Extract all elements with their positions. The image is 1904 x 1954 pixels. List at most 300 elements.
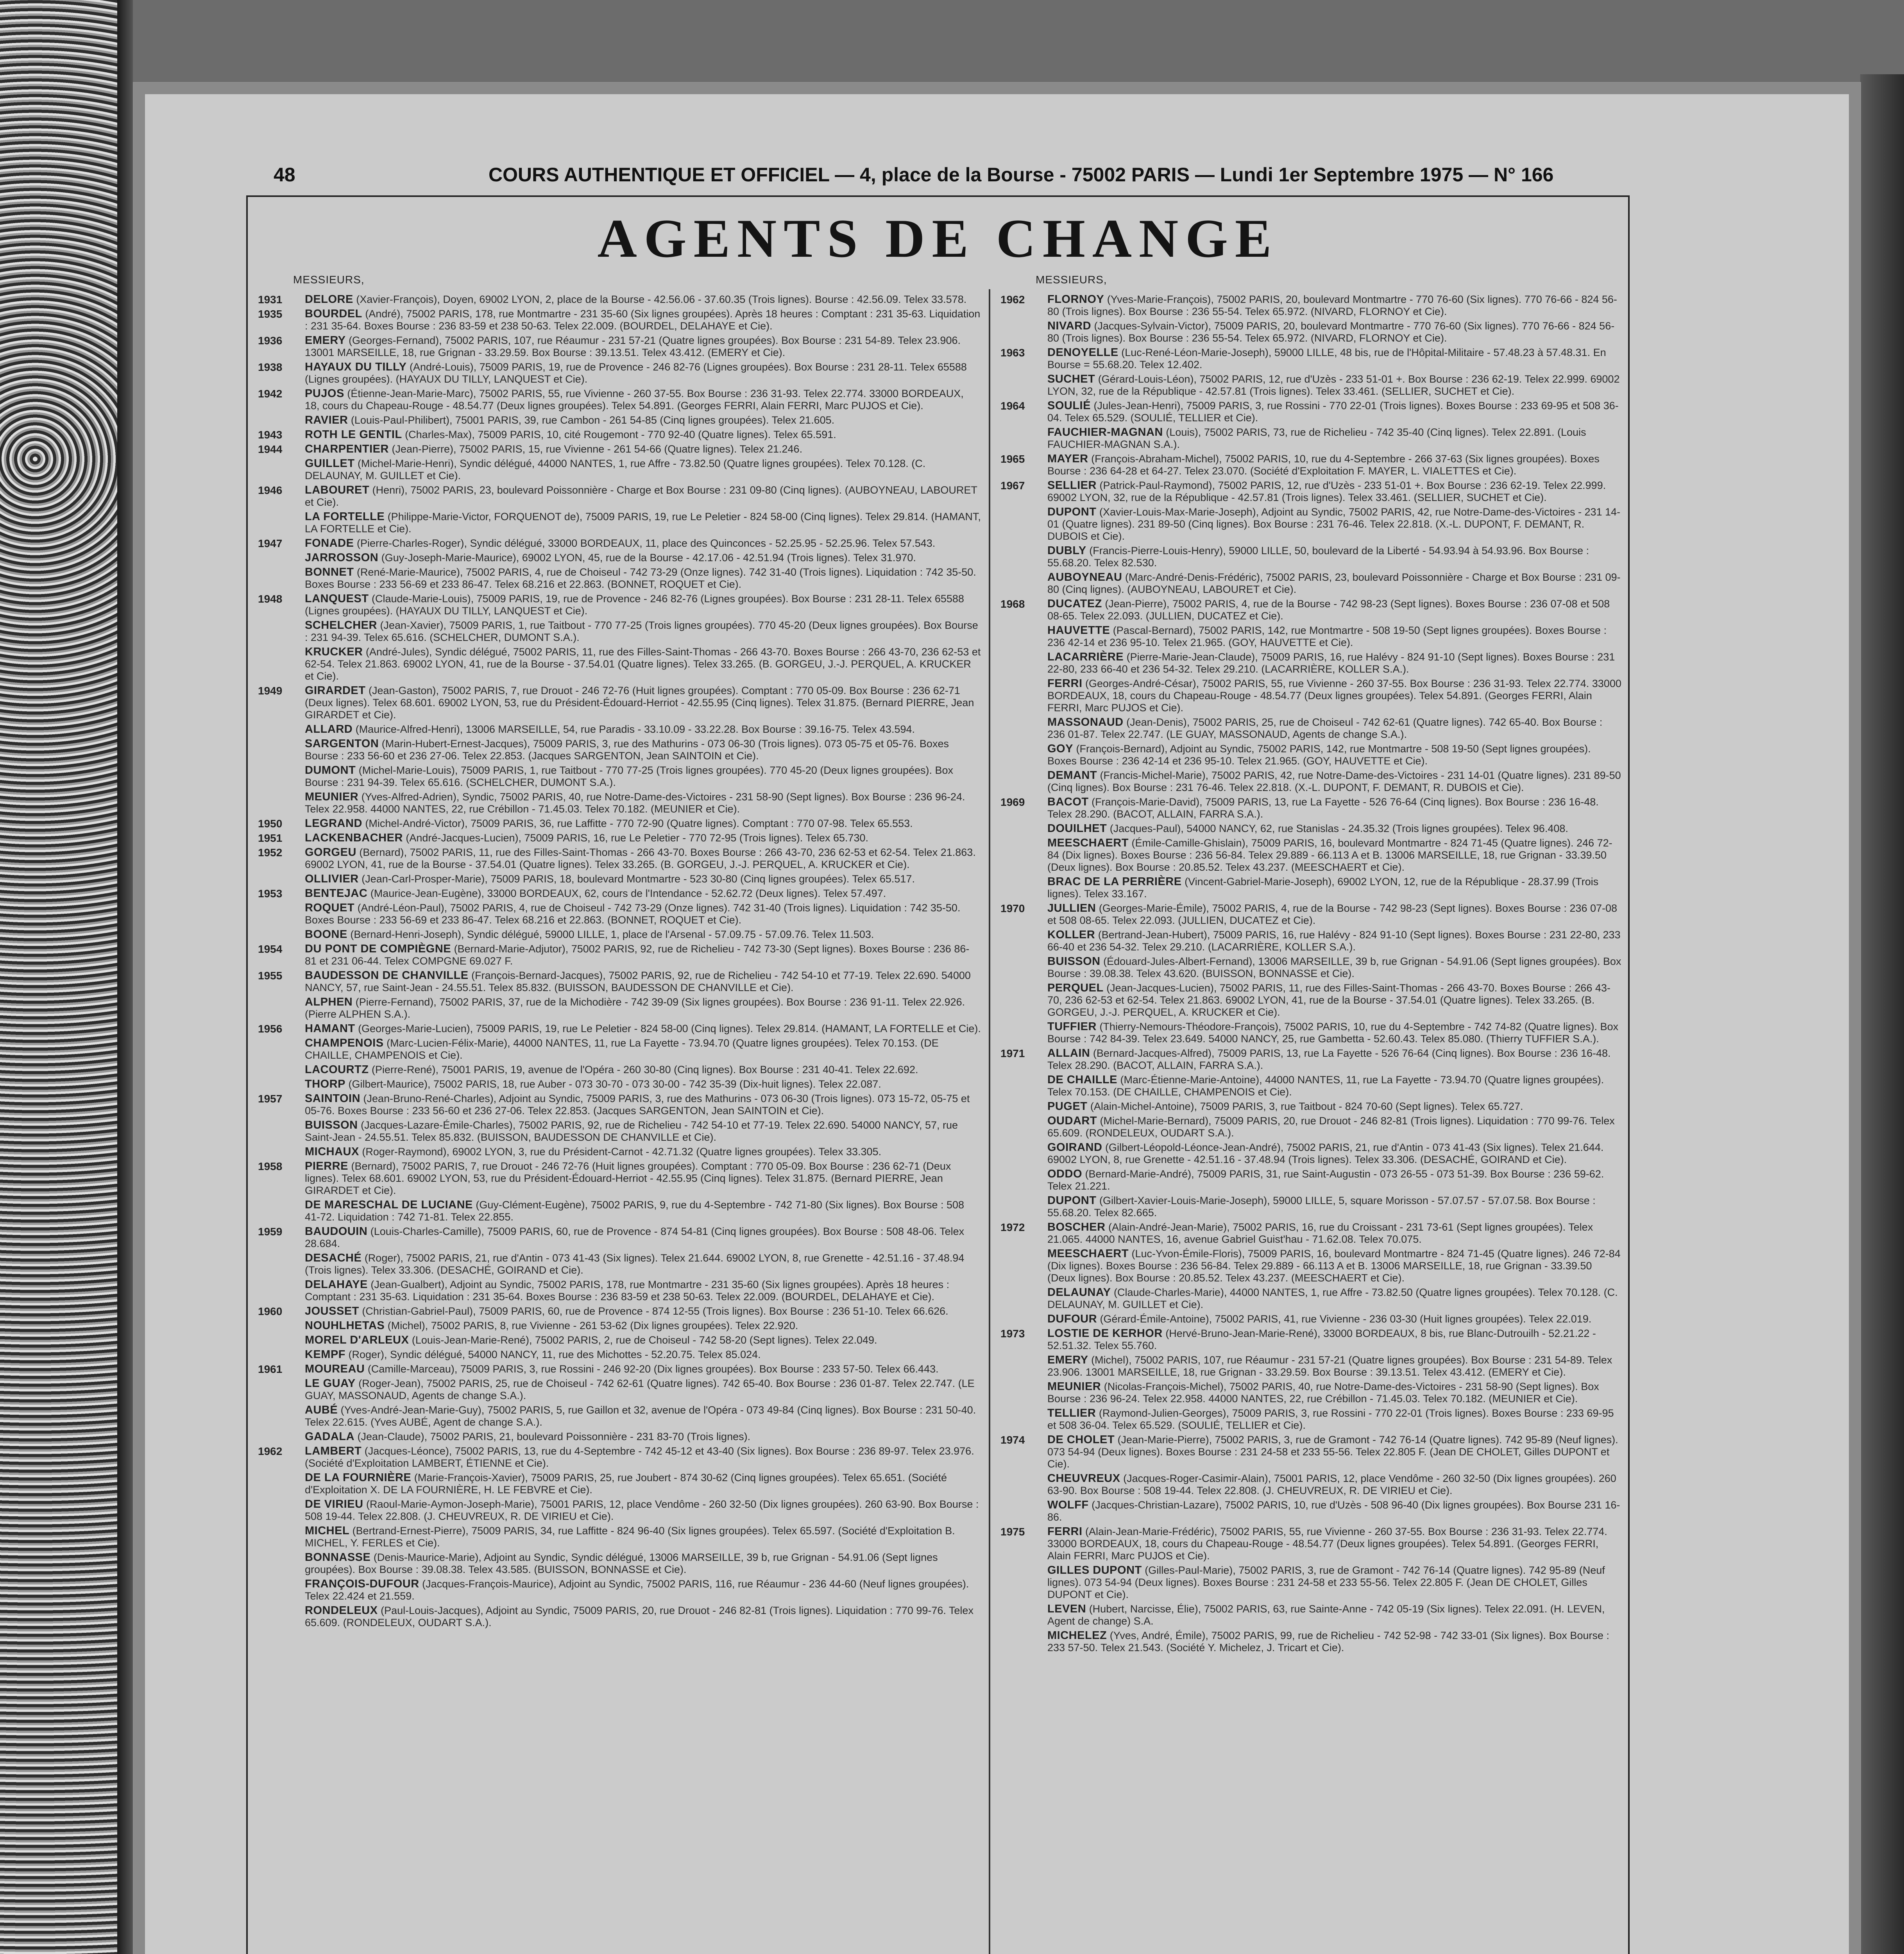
agent-name: BOURDEL [305, 308, 362, 320]
agent-name: GOY [1047, 743, 1073, 755]
agent-name: MASSONAUD [1047, 716, 1124, 728]
agent-details: (Georges-André-César), 75002 PARIS, 55, rue Vivienne - 260 37-55. Box Bourse : 236 31-93. Telex 22.774. 33000 BORDEAUX, 18, cours du Chapeau-Rouge - 48.54.77 (Deux lignes groupées). Telex 54.891. (Georges FERRI, Alain FERRI, Marc PUJOS et Cie). [1047, 678, 1621, 714]
agent-name: MEESCHAERT [1047, 837, 1129, 849]
agent-name: AUBÉ [305, 1404, 338, 1416]
entry-year: 1938 [258, 361, 283, 373]
agent-name: SCHELCHER [305, 619, 377, 632]
agent-entry [258, 1525, 981, 1549]
agent-details: (Yves, André, Émile), 75002 PARIS, 99, rue de Richelieu - 742 52-98 - 742 33-01 (Six lignes). Box Bourse : 233 57-50. Telex 21.543. (Société Y. Michelez, J. Tricart et Cie). [1047, 1630, 1609, 1653]
agent-details: (Louis), 75002 PARIS, 73, rue de Richelieu - 742 35-40 (Cinq lignes). Telex 22.891. (Louis FAUCHIER-MAGNAN S.A.). [1047, 426, 1586, 450]
agent-details: (Francis-Michel-Marie), 75002 PARIS, 42, rue Notre-Dame-des-Victoires - 231 14-01 (Quatre lignes). 231 89-50 (Cinq lignes). Box Bourse : 231 76-46. Telex 22.818. (X.-L. DUPONT, F. DEMANT, R. DUBOIS et Cie). [1047, 769, 1621, 793]
entry-year: 1974 [1000, 1434, 1025, 1446]
agent-name: ROQUET [305, 902, 355, 914]
agent-details: (Roger), 75002 PARIS, 21, rue d'Antin - 073 41-43 (Six lignes). Telex 21.644. 69002 LYON, 8, rue Grenette - 42.51.16 - 37.48.94 (Trois lignes). Telex 33.306. (DESACHÉ, GOIRAND et Cie). [305, 1252, 965, 1276]
agent-details: (Bernard-Marie-André), 75009 PARIS, 31, rue Saint-Augustin - 073 26-55 - 073 51-39. Box Bourse : 236 59-62. Telex 21.221. [1047, 1168, 1604, 1192]
agent-entry [258, 361, 981, 385]
entry-year: 1968 [1000, 598, 1025, 610]
agent-details: (Guy-Clément-Eugène), 75002 PARIS, 9, rue du 4-Septembre - 742 71-80 (Six lignes). Box Bourse : 508 41-72. Liquidation : 742 71-81. Telex 22.855. [305, 1199, 965, 1223]
agent-name: LEVEN [1047, 1603, 1086, 1615]
agent-details: (Jacques-Léonce), 75002 PARIS, 13, rue du 4-Septembre - 742 45-12 et 43-40 (Six lignes). Box Bourse : 236 89-97. Telex 23.976. (Société d'Exploitation LAMBERT, ÉTIENNE et Cie). [305, 1445, 974, 1469]
agent-details: (Marc-André-Denis-Frédéric), 75002 PARIS, 23, boulevard Poissonnière - Charge et Box Bourse : 231 09-80 (Cinq lignes). (AUBOYNEAU, LABOURET et Cie). [1047, 571, 1621, 595]
entry-year: 1948 [258, 593, 283, 605]
agent-details: (François-Marie-David), 75009 PARIS, 13, rue La Fayette - 526 76-64 (Cinq lignes). Box Bourse : 236 16-48. Telex 28.290. (BACOT, ALLAIN, FARRA S.A.). [1047, 796, 1599, 820]
agent-name: FERRI [1047, 677, 1083, 690]
agent-entry [1000, 929, 1622, 953]
agent-details: (Bernard-Henri-Joseph), Syndic délégué, 59000 LILLE, 1, place de l'Arsenal - 57.09.75 - 57.09.76. Telex 11.503. [347, 929, 874, 940]
entry-year: 1967 [1000, 480, 1025, 492]
agent-details: (Raoul-Marie-Aymon-Joseph-Marie), 75001 PARIS, 12, place Vendôme - 260 32-50 (Dix lignes groupées). 260 63-90. Box Bourse : 508 19-44. Telex 22.808. (J. CHEUVREUX, R. DE VIRIEU et Cie). [305, 1498, 979, 1522]
agent-name: HAMANT [305, 1022, 355, 1035]
agent-details: (Guy-Joseph-Marie-Maurice), 69002 LYON, 45, rue de la Bourse - 42.17.06 - 42.51.94 (Trois lignes). Telex 31.970. [378, 552, 916, 564]
agent-details: (Louis-Paul-Philibert), 75001 PARIS, 39, rue Cambon - 261 54-85 (Cinq lignes groupées). Telex 21.605. [348, 414, 835, 426]
agent-entry [1000, 506, 1622, 542]
agent-details: (Jacques-Sylvain-Victor), 75009 PARIS, 20, boulevard Montmartre - 770 76-60 (Six lignes). 770 76-66 - 824 56-80 (Trois lignes). Box Bourse : 236 55-54. Telex 65.972. (NIVARD, FLORNOY et Cie). [1047, 320, 1615, 344]
agent-entry [258, 1023, 981, 1035]
agent-details: (Bernard), 75002 PARIS, 7, rue Drouot - 246 72-76 (Huit lignes groupées). Comptant : 770 05-09. Box Bourse : 236 62-71 (Deux lignes). Telex 68.601. 69002 LYON, 53, rue du Président-Édouard-Herriot - 42.55.95 (Cinq lignes). Telex 31.875. (Bernard PIERRE, Jean GIRARDET et Cie). [305, 1160, 951, 1196]
agent-name: BENTEJAC [305, 887, 368, 900]
agent-details: (Jean-Claude), 75002 PARIS, 21, boulevard Poissonnière - 231 83-70 (Trois lignes). [354, 1431, 751, 1442]
agent-entry [1000, 624, 1622, 649]
agent-details: (Gérard-Louis-Léon), 75002 PARIS, 12, rue d'Uzès - 233 51-01 +. Box Bourse : 236 62-19. Telex 22.999. 69002 LYON, 32, rue de la République - 42.57.81 (Trois lignes). Telex 33.461. (SELLIER, SUCHET et Cie). [1047, 373, 1620, 397]
entry-year: 1954 [258, 943, 283, 955]
agent-name: DE CHOLET [1047, 1433, 1115, 1446]
agent-details: (Roger), Syndic délégué, 54000 NANCY, 11, rue des Michottes - 52.20.75. Telex 85.024. [345, 1349, 761, 1360]
agent-entry [258, 846, 981, 871]
agent-name: LAMBERT [305, 1445, 362, 1457]
agent-name: MICHELEZ [1047, 1629, 1107, 1642]
agent-details: (Jacques-Lazare-Émile-Charles), 75002 PARIS, 92, rue de Richelieu - 742 54-10 et 77-19. Telex 22.690. 54000 NANCY, 57, rue Saint-Jean - 24.55.51. Telex 85.832. (BUISSON, BAUDESSON DE CHANVILLE et Cie). [305, 1119, 958, 1143]
entry-year: 1951 [258, 832, 283, 844]
agent-details: (Jean-Gaston), 75002 PARIS, 7, rue Drouot - 246 72-76 (Huit lignes groupées). Comptant : 770 05-09. Box Bourse : 236 62-71 (Deux lignes). Telex 68.601. 69002 LYON, 53, rue du Président-Édouard-Herriot - 42.55.95 (Cinq lignes). Telex 31.875. (Bernard PIERRE, Jean GIRARDET et Cie). [305, 685, 974, 721]
agent-details: (Gérard-Émile-Antoine), 75002 PARIS, 41, rue Vivienne - 236 03-30 (Huit lignes groupées). Telex 22.019. [1097, 1313, 1592, 1325]
agent-entry [1000, 320, 1622, 344]
agent-details: (Bernard-Jacques-Alfred), 75009 PARIS, 13, rue La Fayette - 526 76-64 (Cinq lignes). Box Bourse : 236 16-48. Telex 28.290. (BACOT, ALLAIN, FARRA S.A.). [1047, 1047, 1611, 1071]
agent-details: (Thierry-Nemours-Théodore-François), 75002 PARIS, 10, rue du 4-Septembre - 742 74-82 (Quatre lignes). Box Bourse : 742 84-39. Telex 23.649. 54000 NANCY, 25, rue Gambetta - 52.60.43. Telex 85.080. (Thierry TUFFIER S.A.). [1047, 1021, 1619, 1045]
agent-name: DESACHÉ [305, 1252, 362, 1264]
agent-details: (Georges-Fernand), 75002 PARIS, 107, rue Réaumur - 231 57-21 (Quatre lignes groupées). Box Bourse : 231 54-89. Telex 23.906. 13001 MARSEILLE, 18, rue Grignan - 33.29.59. Box Bourse : 39.13.51. Telex 43.412. (EMERY et Cie). [305, 335, 961, 358]
agent-entry [258, 764, 981, 789]
agent-entry [258, 388, 981, 412]
agent-entry [1000, 1526, 1622, 1562]
agent-name: BAUDOUIN [305, 1225, 368, 1238]
agent-details: (Bernard), 75002 PARIS, 11, rue des Filles-Saint-Thomas - 266 43-70. Boxes Bourse : 266 43-70, 236 62-53 et 62-54. Telex 21.863. 69002 LYON, 41, rue de la Bourse - 37.54.01 (Quatre lignes). Telex 33.265. (B. GORGEU, J.-J. PERQUEL, A. KRUCKER et Cie). [305, 846, 976, 870]
agent-entry [1000, 1630, 1622, 1654]
entry-year: 1963 [1000, 347, 1025, 359]
agent-details: (François-Bernard-Jacques), 75002 PARIS, 92, rue de Richelieu - 742 54-10 et 77-19. Telex 22.690. 54000 NANCY, 57, rue Saint-Jean - 24.55.51. Telex 85.832. (BUISSON, BAUDESSON DE CHANVILLE et Cie). [305, 970, 971, 993]
agent-name: GUILLET [305, 457, 355, 470]
agent-name: SARGENTON [305, 737, 379, 750]
agent-details: (Denis-Maurice-Marie), Adjoint au Syndic, Syndic délégué, 13006 MARSEILLE, 39 b, rue Grignan - 54.91.06 (Sept lignes groupées). Box Bourse : 39.08.38. Telex 43.585. (BUISSON, BONNASSE et Cie). [305, 1551, 938, 1575]
agent-name: DE CHAILLE [1047, 1074, 1117, 1086]
entry-year: 1970 [1000, 902, 1025, 914]
agent-details: (Gilles-Paul-Marie), 75002 PARIS, 3, rue de Gramont - 742 76-14 (Quatre lignes). 742 95-89 (Neuf lignes). 073 54-94 (Deux lignes). Boxes Bourse : 231 24-58 et 233 55-56. Telex 22.805 F. (Jean DE CHOLET, Gilles DUPONT et Cie). [1047, 1564, 1605, 1600]
entry-year: 1969 [1000, 796, 1025, 808]
agent-entry [258, 1279, 981, 1303]
agent-name: LACKENBACHER [305, 832, 403, 844]
agent-name: THORP [305, 1078, 345, 1090]
agent-entry [258, 308, 981, 332]
agent-details: (François-Abraham-Michel), 75002 PARIS, 10, rue du 4-Septembre - 266 37-63 (Six lignes groupées). Boxes Bourse : 236 64-28 et 64-27. Telex 23.070. (Société d'Exploitation F. MAYER, L. VIALETTES et Cie). [1047, 453, 1600, 477]
agent-name: BUISSON [305, 1119, 358, 1131]
agent-entry [258, 1551, 981, 1576]
agent-details: (Alain-Jean-Marie-Frédéric), 75002 PARIS, 55, rue Vivienne - 260 37-55. Box Bourse : 236 31-93. Telex 22.774. 33000 BORDEAUX, 18, cours du Chapeau-Rouge - 48.54.77 (Deux lignes groupées). Telex 54.891. (Georges FERRI, Alain FERRI, Marc PUJOS et Cie). [1047, 1526, 1607, 1562]
agent-details: (Pierre-Charles-Roger), Syndic délégué, 33000 BORDEAUX, 11, place des Quinconces - 52.25.95 - 52.25.96. Telex 57.543. [354, 537, 936, 549]
agent-name: BONNET [305, 566, 354, 578]
agent-details: (Bertrand-Jean-Hubert), 75009 PARIS, 16, rue Halévy - 824 91-10 (Sept lignes). Boxes Bourse : 231 22-80, 233 66-40 et 236 54-32. Telex 29.210. (LACARRIÈRE, KOLLER S.A.). [1047, 929, 1621, 953]
entry-year: 1972 [1000, 1221, 1025, 1233]
entry-year: 1962 [1000, 293, 1025, 306]
agent-details: (André-Jacques-Lucien), 75009 PARIS, 16, rue Le Peletier - 770 72-95 (Trois lignes). Telex 65.730. [403, 832, 869, 844]
agent-details: (Yves-Alfred-Adrien), Syndic, 75002 PARIS, 40, rue Notre-Dame-des-Victoires - 231 58-90 (Sept lignes). Box Bourse : 236 96-24. Telex 22.958. 44000 NANTES, 22, rue Crébillon - 71.45.03. Telex 70.182. (MEUNIER et Cie). [305, 791, 965, 815]
agent-name: DENOYELLE [1047, 346, 1118, 359]
agent-details: (Luc-René-Léon-Marie-Joseph), 59000 LILLE, 48 bis, rue de l'Hôpital-Militaire - 57.48.23 à 57.48.31. En Bourse = 55.68.20. Telex 12.402. [1047, 347, 1606, 370]
agent-entry [1000, 716, 1622, 741]
agent-name: DEMANT [1047, 769, 1097, 782]
agent-entry [258, 484, 981, 508]
agent-name: DUFOUR [1047, 1313, 1097, 1325]
agent-name: DE VIRIEU [305, 1498, 363, 1510]
agent-details: (Pierre-Fernand), 75002 PARIS, 37, rue de la Michodière - 742 39-09 (Six lignes groupées). Box Bourse : 236 91-11. Telex 22.926. (Pierre ALPHEN S.A.). [305, 996, 965, 1020]
agent-details: (Claude-Marie-Louis), 75009 PARIS, 19, rue de Provence - 246 82-76 (Lignes groupées). Box Bourse : 231 28-11. Telex 65588 (Lignes groupées). (HAYAUX DU TILLY, LANQUEST et Cie). [305, 593, 964, 617]
agent-name: MICHAUX [305, 1145, 359, 1158]
agent-details: (Marc-Lucien-Félix-Marie), 44000 NANTES, 11, rue La Fayette - 73.94.70 (Quatre lignes groupées). Telex 70.153. (DE CHAILLE, CHAMPENOIS et Cie). [305, 1037, 939, 1061]
agent-name: JARROSSON [305, 551, 379, 564]
agent-details: (Claude-Charles-Marie), 44000 NANTES, 1, rue Affre - 73.82.50 (Quatre lignes groupées). Telex 70.128. (C. DELAUNAY, M. GUILLET et Cie). [1047, 1287, 1618, 1310]
agent-entry [258, 1064, 981, 1076]
agent-details: (Jean-Denis), 75002 PARIS, 25, rue de Choiseul - 742 62-61 (Quatre lignes). 742 65-40. Box Bourse : 236 01-87. Telex 22.747. (LE GUAY, MASSONAUD, Agents de change S.A.). [1047, 716, 1603, 740]
agent-entry [258, 566, 981, 590]
agent-details: (Roger-Jean), 75002 PARIS, 25, rue de Choiseul - 742 62-61 (Quatre lignes). 742 65-40. Box Bourse : 236 01-87. Telex 22.747. (LE GUAY, MASSONAUD, Agents de change S.A.). [305, 1378, 975, 1401]
agent-entry [258, 888, 981, 900]
agent-name: DUCATEZ [1047, 598, 1102, 610]
agent-entry [258, 791, 981, 815]
agent-details: (André-Louis), 75009 PARIS, 19, rue de Provence - 246 82-76 (Lignes groupées). Box Bourse : 231 28-11. Telex 65588 (Lignes groupées). (HAYAUX DU TILLY, LANQUEST et Cie). [305, 361, 967, 385]
agent-entry [258, 738, 981, 762]
agent-entry [1000, 571, 1622, 596]
agent-name: KEMPF [305, 1348, 345, 1361]
binding-shadow [117, 0, 133, 1954]
agent-details: (Patrick-Paul-Raymond), 75002 PARIS, 12, rue d'Uzès - 233 51-01 +. Box Bourse : 236 62-19. Telex 22.999. 69002 LYON, 32, rue de la République - 42.57.81 (Trois lignes). Telex 33.461. (SELLIER, SUCHET et Cie). [1047, 480, 1606, 503]
entry-year: 1957 [258, 1093, 283, 1105]
agent-name: BAUDESSON DE CHANVILLE [305, 969, 469, 982]
agent-entry [258, 902, 981, 926]
agent-entry [1000, 373, 1622, 397]
agent-name: EMERY [1047, 1354, 1088, 1366]
agent-details: (Vincent-Gabriel-Marie-Joseph), 69002 LYON, 12, rue de la République - 28.37.99 (Trois lignes). Telex 33.167. [1047, 876, 1599, 900]
agent-name: MOUREAU [305, 1363, 365, 1375]
entry-year: 1936 [258, 335, 283, 347]
agent-entry [1000, 743, 1622, 767]
agent-name: FAUCHIER-MAGNAN [1047, 426, 1163, 438]
agent-details: (Yves-André-Jean-Marie-Guy), 75002 PARIS, 5, rue Gaillon et 32, avenue de l'Opéra - 073 49-84 (Cinq lignes). Box Bourse : 231 50-40. Telex 22.615. (Yves AUBÉ, Agent de change S.A.). [305, 1404, 976, 1428]
agent-entry [1000, 545, 1622, 569]
agent-name: TELLIER [1047, 1407, 1096, 1419]
agent-name: ROTH LE GENTIL [305, 428, 402, 441]
agent-name: KOLLER [1047, 929, 1095, 941]
agent-details: (Christian-Gabriel-Paul), 75009 PARIS, 60, rue de Provence - 874 12-55 (Trois lignes). Box Bourse : 236 51-10. Telex 66.626. [359, 1305, 948, 1317]
agent-details: (Bertrand-Ernest-Pierre), 75009 PARIS, 34, rue Laffitte - 824 96-40 (Six lignes groupées). Telex 65.597. (Société d'Exploitation B. MICHEL, Y. FERLES et Cie). [305, 1525, 955, 1549]
entry-year: 1943 [258, 429, 283, 441]
agent-entry [258, 1349, 981, 1361]
agent-details: (Émile-Camille-Ghislain), 75009 PARIS, 16, boulevard Montmartre - 824 71-45 (Quatre lignes). 246 72-84 (Dix lignes). Boxes Bourse : 236 56-84. Telex 29.889 - 66.113 A et B. 13006 MARSEILLE, 18, rue Grignan - 33.39.50 (Deux lignes). Box Bourse : 20.85.52. Telex 43.237. (MEESCHAERT et Cie). [1047, 837, 1612, 873]
agent-details: (Charles-Max), 75009 PARIS, 10, cité Rougemont - 770 92-40 (Quatre lignes). Telex 65.591. [402, 429, 836, 440]
agent-details: (Jacques-Paul), 54000 NANCY, 62, rue Stanislas - 24.35.32 (Trois lignes groupées). Telex 96.408. [1107, 823, 1568, 834]
agent-entry [258, 335, 981, 359]
entry-year: 1955 [258, 970, 283, 982]
agent-list [1000, 293, 1622, 1654]
agent-details: (Luc-Yvon-Émile-Floris), 75009 PARIS, 16, boulevard Montmartre - 824 71-45 (Quatre lignes). 246 72-84 (Dix lignes). Boxes Bourse : 236 56-84. Telex 29.889 - 66.113 A et B. 13006 MARSEILLE, 18, rue Grignan - 33.39.50 (Deux lignes). Box Bourse : 20.85.52. Telex 43.237. (MEESCHAERT et Cie). [1047, 1248, 1621, 1284]
agent-name: BONNASSE [305, 1551, 371, 1564]
agent-details: (Louis-Jean-Marie-René), 75002 PARIS, 2, rue de Choiseul - 742 58-20 (Sept lignes). Telex 22.049. [409, 1334, 877, 1346]
running-header: COURS AUTHENTIQUE ET OFFICIEL — 4, place de la Bourse - 75002 PARIS — Lundi 1er Septembre 1975 — N° 166 [489, 164, 1554, 186]
agent-name: BUISSON [1047, 955, 1101, 968]
agent-details: (Jean-Gualbert), Adjoint au Syndic, 75002 PARIS, 178, rue Montmartre - 231 35-60 (Six lignes groupées). Après 18 heures : Comptant : 231 35-63. Liquidation : 231 35-64. Boxes Bourse : 236 83-59 et 238 50-63. Telex 22.009. (BOURDEL, DELAHAYE et Cie). [305, 1279, 950, 1303]
agent-name: BRAC DE LA PERRIÈRE [1047, 875, 1182, 888]
agent-details: (Maurice-Jean-Eugène), 33000 BORDEAUX, 62, cours de l'Intendance - 52.62.72 (Deux lignes). Telex 57.497. [367, 888, 886, 899]
agent-entry [258, 593, 981, 617]
agent-name: ODDO [1047, 1168, 1082, 1180]
entry-year: 1960 [258, 1305, 283, 1317]
agent-entry [258, 1199, 981, 1223]
agent-entry [258, 1498, 981, 1523]
agent-entry [1000, 453, 1622, 477]
agent-details: (Georges-Marie-Émile), 75002 PARIS, 4, rue de la Bourse - 742 98-23 (Sept lignes). Boxes Bourse : 236 07-08 et 508 08-65. Telex 22.093. (JULLIEN, DUCATEZ et Cie). [1047, 902, 1618, 926]
agent-name: RONDELEUX [305, 1604, 378, 1617]
agent-details: (Édouard-Jules-Albert-Fernand), 13006 MARSEILLE, 39 b, rue Grignan - 54.91.06 (Sept lignes groupées). Box Bourse : 39.08.38. Telex 43.620. (BUISSON, BONNASSE et Cie). [1047, 956, 1621, 979]
agent-entry [258, 443, 981, 455]
agent-entry [1000, 1434, 1622, 1470]
agent-entry [1000, 1195, 1622, 1219]
entry-year: 1959 [258, 1226, 283, 1238]
agent-name: ALPHEN [305, 996, 353, 1008]
agent-name: LOSTIE DE KERHOR [1047, 1327, 1163, 1340]
agent-entry [1000, 876, 1622, 900]
agent-name: PUJOS [305, 387, 344, 400]
agent-entry [258, 1252, 981, 1276]
column-heading: MESSIEURS, [1036, 274, 1107, 286]
agent-entry [1000, 902, 1622, 927]
agent-details: (Étienne-Jean-Marie-Marc), 75002 PARIS, 55, rue Vivienne - 260 37-55. Box Bourse : 236 31-93. Telex 22.774. 33000 BORDEAUX, 18, cours du Chapeau-Rouge - 48.54.77 (Deux lignes groupées). Telex 54.891. (Georges FERRI, Alain FERRI, Marc PUJOS et Cie). [305, 388, 964, 412]
agent-details: (Camille-Marceau), 75009 PARIS, 3, rue Rossini - 246 92-20 (Dix lignes groupées). Box Bourse : 233 57-50. Telex 66.443. [365, 1363, 939, 1375]
entry-year: 1964 [1000, 400, 1025, 412]
agent-details: (Gilbert-Léopold-Léonce-Jean-André), 75002 PARIS, 21, rue d'Antin - 073 41-43 (Six lignes). Telex 21.644. 69002 LYON, 8, rue Grenette - 42.51.16 - 37.48.94 (Trois lignes). Telex 33.306. (DESACHÉ, GOIRAND et Cie). [1047, 1142, 1604, 1165]
agent-details: (Jean-Jacques-Lucien), 75002 PARIS, 11, rue des Filles-Saint-Thomas - 266 43-70. Boxes Bourse : 266 43-70, 236 62-53 et 62-54. Telex 21.863. 69002 LYON, 41, rue de la Bourse - 37.54.01 (Quatre lignes). Telex 33.265. (B. GORGEU, J.-J. PERQUEL, A. KRUCKER et Cie). [1047, 982, 1611, 1018]
agent-entry [258, 1578, 981, 1602]
agent-name: DOUILHET [1047, 822, 1107, 835]
agent-details: (Alain-André-Jean-Marie), 75002 PARIS, 16, rue du Croissant - 231 73-61 (Sept lignes groupées). Telex 21.065. 44000 NANTES, 16, avenue Gabriel Guist'hau - 71.62.08. Telex 70.075. [1047, 1221, 1593, 1245]
agent-name: LANQUEST [305, 592, 369, 605]
entry-year: 1956 [258, 1023, 283, 1035]
agent-name: DUPONT [1047, 506, 1097, 518]
agent-name: PUGET [1047, 1100, 1088, 1113]
agent-entry [258, 1404, 981, 1428]
agent-details: (André-Léon-Paul), 75002 PARIS, 4, rue de Choiseul - 742 73-29 (Onze lignes). 742 31-40 (Trois lignes). Liquidation : 742 35-50. Boxes Bourse : 233 56-69 et 233 86-47. Telex 68.216 et 22.863. (BONNET, ROQUET et Cie). [305, 902, 961, 926]
agent-entry [1000, 796, 1622, 820]
agent-entry [1000, 1287, 1622, 1311]
agent-entry [258, 1363, 981, 1375]
agent-name: RAVIER [305, 414, 348, 426]
left-column [258, 274, 981, 1631]
page-edge [1860, 74, 1904, 1954]
agent-name: AUBOYNEAU [1047, 571, 1122, 583]
agent-name: BOSCHER [1047, 1221, 1106, 1233]
agent-entry [258, 1320, 981, 1332]
entry-year: 1953 [258, 888, 283, 900]
agent-details: (Gilbert-Xavier-Louis-Marie-Joseph), 59000 LILLE, 5, square Morisson - 57.07.57 - 57.07.58. Box Bourse : 55.68.20. Telex 82.665. [1047, 1195, 1596, 1219]
agent-entry [1000, 1473, 1622, 1497]
agent-name: LACOURTZ [305, 1063, 369, 1076]
agent-entry [258, 970, 981, 994]
agent-details: (Marie-François-Xavier), 75009 PARIS, 25, rue Joubert - 874 30-62 (Cinq lignes groupées). Telex 65.651. (Société d'Exploitation X. DE LA FOURNIÈRE, H. LE FEBVRE et Cie). [305, 1472, 947, 1496]
column-divider [989, 289, 990, 1954]
agent-name: FONADE [305, 537, 354, 549]
agent-name: PIERRE [305, 1160, 348, 1172]
agent-name: CHARPENTIER [305, 443, 389, 455]
agent-entry [1000, 1221, 1622, 1245]
column-heading: MESSIEURS, [293, 274, 365, 286]
agent-entry [1000, 1313, 1622, 1325]
agent-name: DUMONT [305, 764, 356, 777]
entry-year: 1973 [1000, 1328, 1025, 1340]
agent-name: SAINTOIN [305, 1092, 361, 1105]
agent-details: (Francis-Pierre-Louis-Henry), 59000 LILLE, 50, boulevard de la Liberté - 54.93.94 à 54.93.96. Box Bourse : 55.68.20. Telex 82.530. [1047, 545, 1589, 569]
agent-name: DUBLY [1047, 544, 1086, 557]
agent-name: MICHEL [305, 1525, 350, 1537]
agent-entry [258, 1445, 981, 1469]
agent-entry [1000, 1564, 1622, 1601]
agent-entry [258, 293, 981, 306]
agent-name: JULLIEN [1047, 902, 1096, 914]
agent-details: (Pierre-Marie-Jean-Claude), 75009 PARIS, 16, rue Halévy - 824 91-10 (Sept lignes). Boxes Bourse : 231 22-80, 233 66-40 et 236 54-32. Telex 29.210. (LACARRIÈRE, KOLLER S.A.). [1047, 651, 1615, 675]
agent-name: MEUNIER [305, 791, 359, 803]
agent-details: (Jacques-François-Maurice), Adjoint au Syndic, 75002 PARIS, 116, rue Réaumur - 236 44-60 (Neuf lignes groupées). Telex 22.424 et 21.559. [305, 1578, 969, 1602]
agent-name: DE LA FOURNIÈRE [305, 1471, 412, 1484]
agent-details: (Xavier-François), Doyen, 69002 LYON, 2, place de la Bourse - 42.56.06 - 37.60.35 (Trois lignes). Bourse : 42.56.09. Telex 33.578. [353, 293, 967, 305]
agent-entry [258, 929, 981, 941]
agent-name: FLORNOY [1047, 293, 1104, 306]
agent-entry [258, 818, 981, 830]
agent-list [258, 293, 981, 1629]
agent-entry [258, 458, 981, 482]
agent-details: (Henri), 75002 PARIS, 23, boulevard Poissonnière - Charge et Box Bourse : 231 09-80 (Cinq lignes). (AUBOYNEAU, LABOURET et Cie). [305, 484, 977, 508]
agent-name: SELLIER [1047, 479, 1097, 492]
agent-name: DU PONT DE COMPIÈGNE [305, 943, 451, 955]
agent-entry [1000, 769, 1622, 794]
agent-details: (Jean-Pierre), 75002 PARIS, 15, rue Vivienne - 261 54-66 (Quatre lignes). Telex 21.246. [388, 443, 803, 455]
agent-name: GILLES DUPONT [1047, 1564, 1142, 1576]
agent-details: (Jean-Xavier), 75009 PARIS, 1, rue Taitbout - 770 77-25 (Trois lignes groupées). 770 45-20 (Deux lignes groupées). Box Bourse : 231 94-39. Telex 65.616. (SCHELCHER, DUMONT S.A.). [305, 619, 978, 643]
agent-name: GADALA [305, 1430, 355, 1443]
page-title: AGENTS DE CHANGE [597, 208, 1279, 269]
agent-name: MOREL D'ARLEUX [305, 1334, 409, 1346]
agent-details: (Jean-Bruno-René-Charles), Adjoint au Syndic, 75009 PARIS, 3, rue des Mathurins - 073 06-30 (Trois lignes). 073 15-72, 05-75 et 05-76. Boxes Bourse : 233 56-60 et 236 27-06. Telex 22.853. (Jacques SARGENTON, Jean SAINTOIN et Cie). [305, 1093, 970, 1117]
agent-entry [258, 429, 981, 441]
agent-name: SOULIÉ [1047, 399, 1091, 412]
agent-details: (Georges-Marie-Lucien), 75009 PARIS, 19, rue Le Peletier - 824 58-00 (Cinq lignes). Telex 29.814. (HAMANT, LA FORTELLE et Cie). [355, 1023, 981, 1034]
agent-details: (Hubert, Narcisse, Élie), 75002 PARIS, 63, rue Sainte-Anne - 742 05-19 (Six lignes). Telex 22.091. (H. LEVEN, Agent de change) S.A. [1047, 1603, 1605, 1627]
agent-details: (Jacques-Roger-Casimir-Alain), 75001 PARIS, 12, place Vendôme - 260 32-50 (Dix lignes groupées). 260 63-90. Box Bourse : 508 19-44. Telex 22.808. (J. CHEUVREUX, R. DE VIRIEU et Cie). [1047, 1473, 1616, 1496]
agent-entry [258, 1431, 981, 1443]
agent-entry [1000, 837, 1622, 873]
agent-entry [258, 723, 981, 735]
agent-name: ALLARD [305, 723, 353, 735]
agent-entry [258, 1605, 981, 1629]
agent-entry [1000, 426, 1622, 451]
agent-name: GOIRAND [1047, 1141, 1102, 1154]
agent-details: (Hervé-Bruno-Jean-Marie-René), 33000 BORDEAUX, 8 bis, rue Blanc-Dutrouilh - 52.21.22 - 52.51.32. Telex 55.760. [1047, 1328, 1596, 1351]
agent-details: (Michel-Marie-Louis), 75009 PARIS, 1, rue Taitbout - 770 77-25 (Trois lignes groupées). 770 45-20 (Deux lignes groupées). Box Bourse : 231 94-39. Telex 65.616. (SCHELCHER, DUMONT S.A.). [305, 764, 954, 788]
agent-entry [258, 537, 981, 549]
entry-year: 1961 [258, 1363, 283, 1375]
agent-name: ALLAIN [1047, 1047, 1090, 1059]
agent-details: (Michel-Marie-Henri), Syndic délégué, 44000 NANTES, 1, rue Affre - 73.82.50 (Quatre lignes groupées). Telex 70.128. (C. DELAUNAY, M. GUILLET et Cie). [305, 458, 926, 481]
agent-entry [1000, 1100, 1622, 1113]
agent-entry [258, 414, 981, 426]
agent-details: (Raymond-Julien-Georges), 75009 PARIS, 3, rue Rossini - 770 22-01 (Trois lignes). Boxes Bourse : 233 69-95 et 508 36-04. Telex 65.529. (SOULIÉ, TELLIER et Cie). [1047, 1407, 1614, 1431]
agent-name: WOLFF [1047, 1499, 1089, 1511]
agent-entry [1000, 982, 1622, 1018]
agent-entry [1000, 956, 1622, 980]
agent-entry [1000, 1499, 1622, 1523]
agent-name: LACARRIÈRE [1047, 651, 1124, 663]
agent-entry [1000, 1354, 1622, 1378]
agent-name: NOUHLHETAS [305, 1319, 385, 1332]
agent-entry [258, 1119, 981, 1143]
agent-entry [1000, 1047, 1622, 1072]
agent-name: OLLIVIER [305, 873, 359, 885]
entry-year: 1935 [258, 308, 283, 320]
entry-year: 1944 [258, 443, 283, 455]
agent-entry [258, 1146, 981, 1158]
book-binding [0, 0, 117, 1954]
agent-entry [258, 1226, 981, 1250]
agent-entry [258, 1334, 981, 1346]
agent-entry [1000, 1021, 1622, 1045]
agent-name: LA FORTELLE [305, 510, 385, 523]
agent-name: GIRARDET [305, 684, 366, 697]
agent-entry [1000, 347, 1622, 371]
agent-name: MAYER [1047, 453, 1088, 465]
agent-entry [1000, 651, 1622, 675]
agent-name: TUFFIER [1047, 1020, 1097, 1033]
agent-name: CHAMPENOIS [305, 1037, 384, 1049]
agent-entry [258, 1093, 981, 1117]
agent-details: (Xavier-Louis-Max-Marie-Joseph), Adjoint au Syndic, 75002 PARIS, 42, rue Notre-Dame-des-Victoires - 231 14-01 (Quatre lignes). 231 89-50 (Cinq lignes). Box Bourse : 231 76-46. Telex 22.818. (X.-L. DUPONT, F. DEMANT, R. DUBOIS et Cie). [1047, 506, 1621, 542]
agent-entry [1000, 293, 1622, 318]
agent-entry [258, 685, 981, 721]
agent-details: (Alain-Michel-Antoine), 75009 PARIS, 3, rue Taitbout - 824 70-60 (Sept lignes). Telex 65.727. [1087, 1100, 1523, 1112]
agent-details: (Michel-André-Victor), 75009 PARIS, 36, rue Laffitte - 770 72-90 (Quatre lignes). Comptant : 770 07-98. Telex 65.553. [362, 818, 913, 829]
agent-entry [1000, 1248, 1622, 1284]
agent-entry [258, 646, 981, 682]
agent-entry [258, 943, 981, 967]
agent-entry [1000, 1381, 1622, 1405]
agent-entry [258, 832, 981, 844]
agent-name: DELAUNAY [1047, 1286, 1111, 1299]
agent-entry [258, 873, 981, 885]
agent-name: JOUSSET [305, 1305, 359, 1317]
page-number: 48 [274, 164, 295, 186]
entry-year: 1952 [258, 846, 283, 859]
agent-entry [1000, 1407, 1622, 1432]
agent-details: (Pascal-Bernard), 75002 PARIS, 142, rue Montmartre - 508 19-50 (Sept lignes groupées). Boxes Bourse : 236 42-14 et 236 95-10. Telex 21.965. (GOY, HAUVETTE et Cie). [1047, 624, 1607, 648]
agent-details: (Michel), 75002 PARIS, 8, rue Vivienne - 261 53-62 (Dix lignes groupées). Telex 22.920. [385, 1320, 798, 1331]
entry-year: 1971 [1000, 1047, 1025, 1059]
agent-details: (Jean-Carl-Prosper-Marie), 75009 PARIS, 18, boulevard Montmartre - 523 30-80 (Cinq lignes groupées). Telex 65.517. [358, 873, 915, 885]
agent-details: (Pierre-René), 75001 PARIS, 19, avenue de l'Opéra - 260 30-80 (Cinq lignes). Box Bourse : 231 40-41. Telex 22.692. [369, 1064, 918, 1075]
agent-name: LE GUAY [305, 1377, 356, 1390]
agent-entry [258, 552, 981, 564]
